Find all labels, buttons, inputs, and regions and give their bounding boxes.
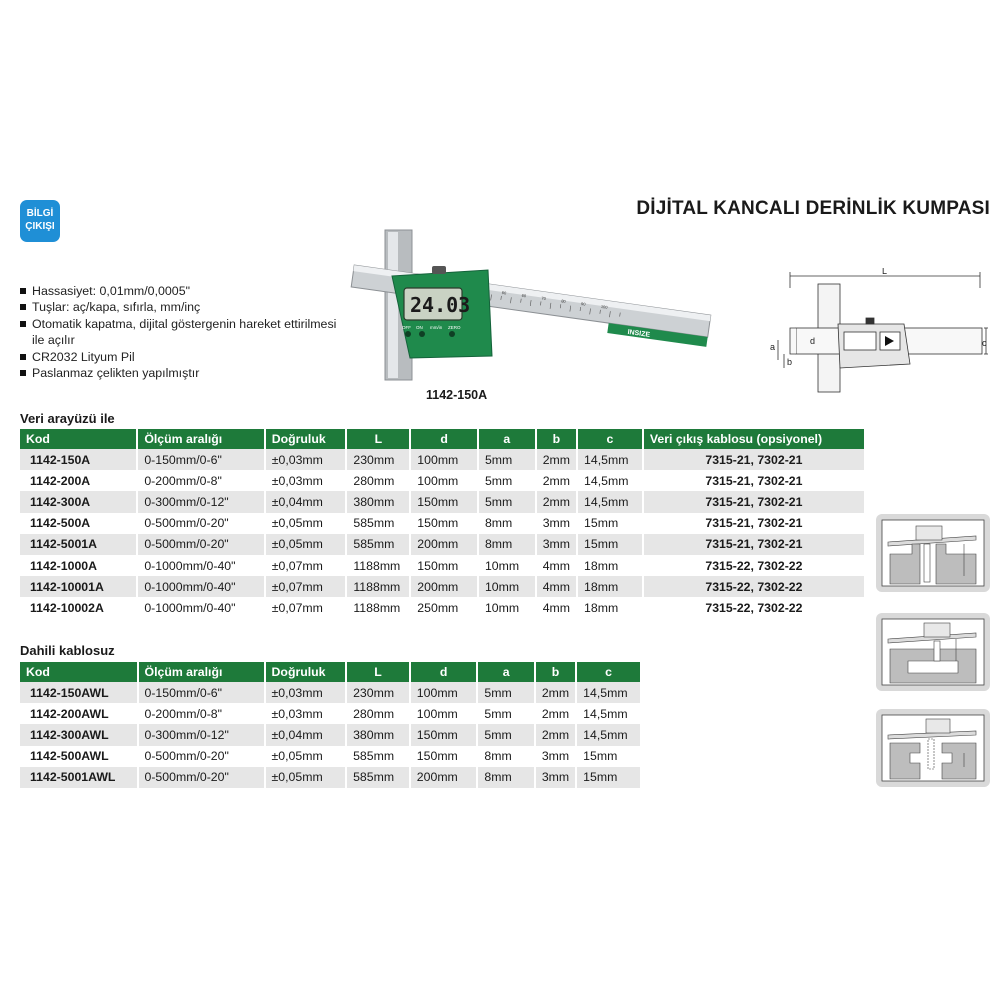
table-cell: 150mm: [410, 491, 478, 512]
table-cell: 3mm: [535, 767, 576, 788]
table-cell: 150mm: [410, 555, 478, 576]
table-row: [20, 724, 640, 745]
table-cell: 100mm: [410, 682, 478, 703]
table-cell: 5mm: [477, 682, 534, 703]
feature-item: Otomatik kapatma, dijital göstergenin hareket ettirilmesi ile açılır: [20, 316, 340, 349]
table-header-row: [20, 429, 864, 449]
data-interface-table: [20, 429, 864, 619]
table-cell: 7315-22, 7302-22: [643, 597, 864, 618]
table2-label: Dahili kablosuz: [20, 643, 115, 658]
table-cell: 2mm: [536, 449, 577, 470]
col-header: Veri çıkış kablosu (opsiyonel): [643, 429, 864, 449]
table-cell: ±0,05mm: [265, 534, 347, 555]
table-cell: 0-500mm/0-20": [138, 746, 265, 767]
table-row: [20, 534, 864, 555]
table-cell: 7315-22, 7302-22: [643, 555, 864, 576]
table-cell: 5mm: [478, 470, 536, 491]
table-cell: 5mm: [477, 724, 534, 745]
lcd-value: 24.03: [410, 293, 471, 317]
usage-illustration-2: [876, 613, 990, 691]
table-cell: 14,5mm: [577, 491, 643, 512]
table-cell: ±0,07mm: [265, 555, 347, 576]
table-cell: 14,5mm: [576, 703, 640, 724]
feature-item: Hassasiyet: 0,01mm/0,0005": [20, 283, 340, 299]
col-header: Ölçüm aralığı: [138, 662, 265, 682]
on-label: ON: [416, 325, 423, 330]
scale-number: 50: [501, 289, 507, 296]
table-cell: ±0,03mm: [265, 682, 347, 703]
table-cell: 0-500mm/0-20": [137, 534, 264, 555]
table-cell: 14,5mm: [576, 724, 640, 745]
table-cell: 100mm: [410, 703, 478, 724]
table-cell: 230mm: [346, 449, 410, 470]
feature-item: Paslanmaz çelikten yapılmıştır: [20, 365, 340, 381]
col-header: Kod: [20, 429, 137, 449]
col-header: Ölçüm aralığı: [137, 429, 264, 449]
table-cell: 7315-21, 7302-21: [643, 470, 864, 491]
table-cell: 0-500mm/0-20": [138, 767, 265, 788]
cell-code: 1142-500A: [20, 513, 137, 534]
col-header: a: [478, 429, 536, 449]
table-cell: 15mm: [577, 534, 643, 555]
table-cell: 8mm: [478, 534, 536, 555]
table-cell: 18mm: [577, 555, 643, 576]
table-row: [20, 491, 864, 512]
table-cell: 0-1000mm/0-40": [137, 576, 264, 597]
table-row: [20, 449, 864, 470]
table-cell: ±0,05mm: [265, 513, 347, 534]
table-cell: 150mm: [410, 724, 478, 745]
table-cell: ±0,03mm: [265, 703, 347, 724]
table-row: [20, 597, 864, 618]
table-cell: 0-200mm/0-8": [137, 470, 264, 491]
cell-code: 1142-10002A: [20, 597, 137, 618]
table-cell: 250mm: [410, 597, 478, 618]
off-button: [405, 331, 411, 337]
table-cell: 585mm: [346, 534, 410, 555]
table-cell: 585mm: [346, 513, 410, 534]
table-cell: 150mm: [410, 513, 478, 534]
product-photo: [340, 228, 720, 388]
usage-illustration-3: [876, 709, 990, 787]
col-header: a: [477, 662, 534, 682]
table-cell: 4mm: [536, 555, 577, 576]
col-header: Doğruluk: [265, 662, 347, 682]
table-cell: 14,5mm: [577, 449, 643, 470]
cell-code: 1142-300A: [20, 491, 137, 512]
cell-code: 1142-200A: [20, 470, 137, 491]
table-cell: 4mm: [536, 576, 577, 597]
zero-button: [449, 331, 455, 337]
cell-code: 1142-150A: [20, 449, 137, 470]
table-cell: 150mm: [410, 746, 478, 767]
product-caption: 1142-150A: [426, 388, 488, 402]
table-cell: 100mm: [410, 449, 478, 470]
table-cell: 200mm: [410, 767, 478, 788]
col-header: c: [577, 429, 643, 449]
cell-code: 1142-10001A: [20, 576, 137, 597]
table-cell: 3mm: [535, 746, 576, 767]
table-cell: ±0,03mm: [265, 470, 347, 491]
table-cell: ±0,04mm: [265, 724, 347, 745]
table-cell: 14,5mm: [576, 682, 640, 703]
table-cell: 10mm: [478, 576, 536, 597]
table-row: [20, 703, 640, 724]
table-cell: 7315-21, 7302-21: [643, 513, 864, 534]
table-cell: 0-500mm/0-20": [137, 513, 264, 534]
table-cell: 7315-22, 7302-22: [643, 576, 864, 597]
table-cell: 380mm: [346, 724, 410, 745]
table-cell: 10mm: [478, 597, 536, 618]
cell-code: 1142-200AWL: [20, 703, 138, 724]
table-cell: 2mm: [536, 470, 577, 491]
table-cell: 8mm: [477, 767, 534, 788]
table-cell: 15mm: [576, 767, 640, 788]
table-cell: 0-1000mm/0-40": [137, 555, 264, 576]
table-cell: 7315-21, 7302-21: [643, 449, 864, 470]
table-cell: 2mm: [535, 682, 576, 703]
data-output-badge: [20, 200, 60, 242]
table-cell: 230mm: [346, 682, 410, 703]
label-L: L: [882, 268, 888, 276]
table-cell: 1188mm: [346, 576, 410, 597]
table-cell: 15mm: [576, 746, 640, 767]
feature-item: CR2032 Lityum Pil: [20, 349, 340, 365]
table-header-row: [20, 662, 640, 682]
col-header: L: [346, 429, 410, 449]
brand-logo: INSIZE: [627, 328, 651, 339]
table-cell: 7315-21, 7302-21: [643, 491, 864, 512]
scale-number: 60: [521, 292, 527, 299]
table-cell: 0-150mm/0-6": [137, 449, 264, 470]
table-cell: 15mm: [577, 513, 643, 534]
table-cell: ±0,07mm: [265, 597, 347, 618]
mode-label: mm/in: [430, 325, 443, 330]
cell-code: 1142-500AWL: [20, 746, 138, 767]
caliper-body: [392, 266, 492, 358]
table1-label: Veri arayüzü ile: [20, 411, 115, 426]
table-row: [20, 767, 640, 788]
table-cell: 2mm: [535, 724, 576, 745]
table-cell: 7315-21, 7302-21: [643, 534, 864, 555]
table-cell: 0-300mm/0-12": [137, 491, 264, 512]
on-button: [419, 331, 425, 337]
off-label: OFF: [402, 325, 411, 330]
col-header: b: [535, 662, 576, 682]
table-cell: 0-1000mm/0-40": [137, 597, 264, 618]
table-cell: 18mm: [577, 576, 643, 597]
label-c: c: [982, 338, 987, 348]
table-cell: ±0,05mm: [265, 767, 347, 788]
dimension-drawing: [770, 268, 992, 398]
table-cell: 8mm: [477, 746, 534, 767]
table-cell: 2mm: [535, 703, 576, 724]
col-header: d: [410, 429, 478, 449]
cell-code: 1142-5001AWL: [20, 767, 138, 788]
table-cell: ±0,05mm: [265, 746, 347, 767]
table-cell: 100mm: [410, 470, 478, 491]
table-cell: 3mm: [536, 534, 577, 555]
table-row: [20, 576, 864, 597]
table-cell: 4mm: [536, 597, 577, 618]
col-header: Kod: [20, 662, 138, 682]
table-cell: 18mm: [577, 597, 643, 618]
wireless-table: [20, 662, 640, 788]
table-cell: 8mm: [478, 513, 536, 534]
label-a: a: [770, 342, 776, 352]
table-cell: 280mm: [346, 703, 410, 724]
zero-label: ZERO: [448, 325, 461, 330]
table-cell: 200mm: [410, 534, 478, 555]
table-row: [20, 470, 864, 491]
table-cell: 3mm: [536, 513, 577, 534]
col-header: d: [410, 662, 478, 682]
table-cell: ±0,03mm: [265, 449, 347, 470]
cell-code: 1142-5001A: [20, 534, 137, 555]
table-cell: 1188mm: [346, 555, 410, 576]
table-cell: 2mm: [536, 491, 577, 512]
table-cell: 1188mm: [346, 597, 410, 618]
table-row: [20, 555, 864, 576]
table-cell: 5mm: [478, 491, 536, 512]
table-cell: 200mm: [410, 576, 478, 597]
table-cell: 0-150mm/0-6": [138, 682, 265, 703]
table-row: [20, 513, 864, 534]
table-cell: 585mm: [346, 746, 410, 767]
cell-code: 1142-150AWL: [20, 682, 138, 703]
badge-line-2: ÇIKIŞI: [25, 221, 55, 232]
col-header: Doğruluk: [265, 429, 347, 449]
page-title: DİJİTAL KANCALI DERİNLİK KUMPASI: [636, 198, 990, 219]
col-header: c: [576, 662, 640, 682]
table-cell: 280mm: [346, 470, 410, 491]
label-d: d: [810, 336, 816, 346]
table-row: [20, 682, 640, 703]
badge-line-1: BİLGİ: [26, 208, 54, 219]
table-cell: ±0,07mm: [265, 576, 347, 597]
scale-number: 90: [580, 301, 586, 307]
table-cell: 10mm: [478, 555, 536, 576]
table-cell: 380mm: [346, 491, 410, 512]
table-cell: 585mm: [346, 767, 410, 788]
label-b: b: [787, 357, 793, 367]
table-cell: 5mm: [477, 703, 534, 724]
cell-code: 1142-1000A: [20, 555, 137, 576]
table-row: [20, 746, 640, 767]
table-cell: 5mm: [478, 449, 536, 470]
scale-number: 100: [600, 303, 608, 310]
table-cell: 14,5mm: [577, 470, 643, 491]
feature-item: Tuşlar: aç/kapa, sıfırla, mm/inç: [20, 299, 340, 315]
table-cell: 0-300mm/0-12": [138, 724, 265, 745]
scale-number: 80: [560, 298, 567, 304]
cell-code: 1142-300AWL: [20, 724, 138, 745]
usage-illustration-1: [876, 514, 990, 592]
scale-number: 70: [541, 295, 547, 302]
table-cell: 0-200mm/0-8": [138, 703, 265, 724]
col-header: L: [346, 662, 410, 682]
feature-list: [20, 283, 340, 381]
col-header: b: [536, 429, 577, 449]
table-cell: ±0,04mm: [265, 491, 347, 512]
